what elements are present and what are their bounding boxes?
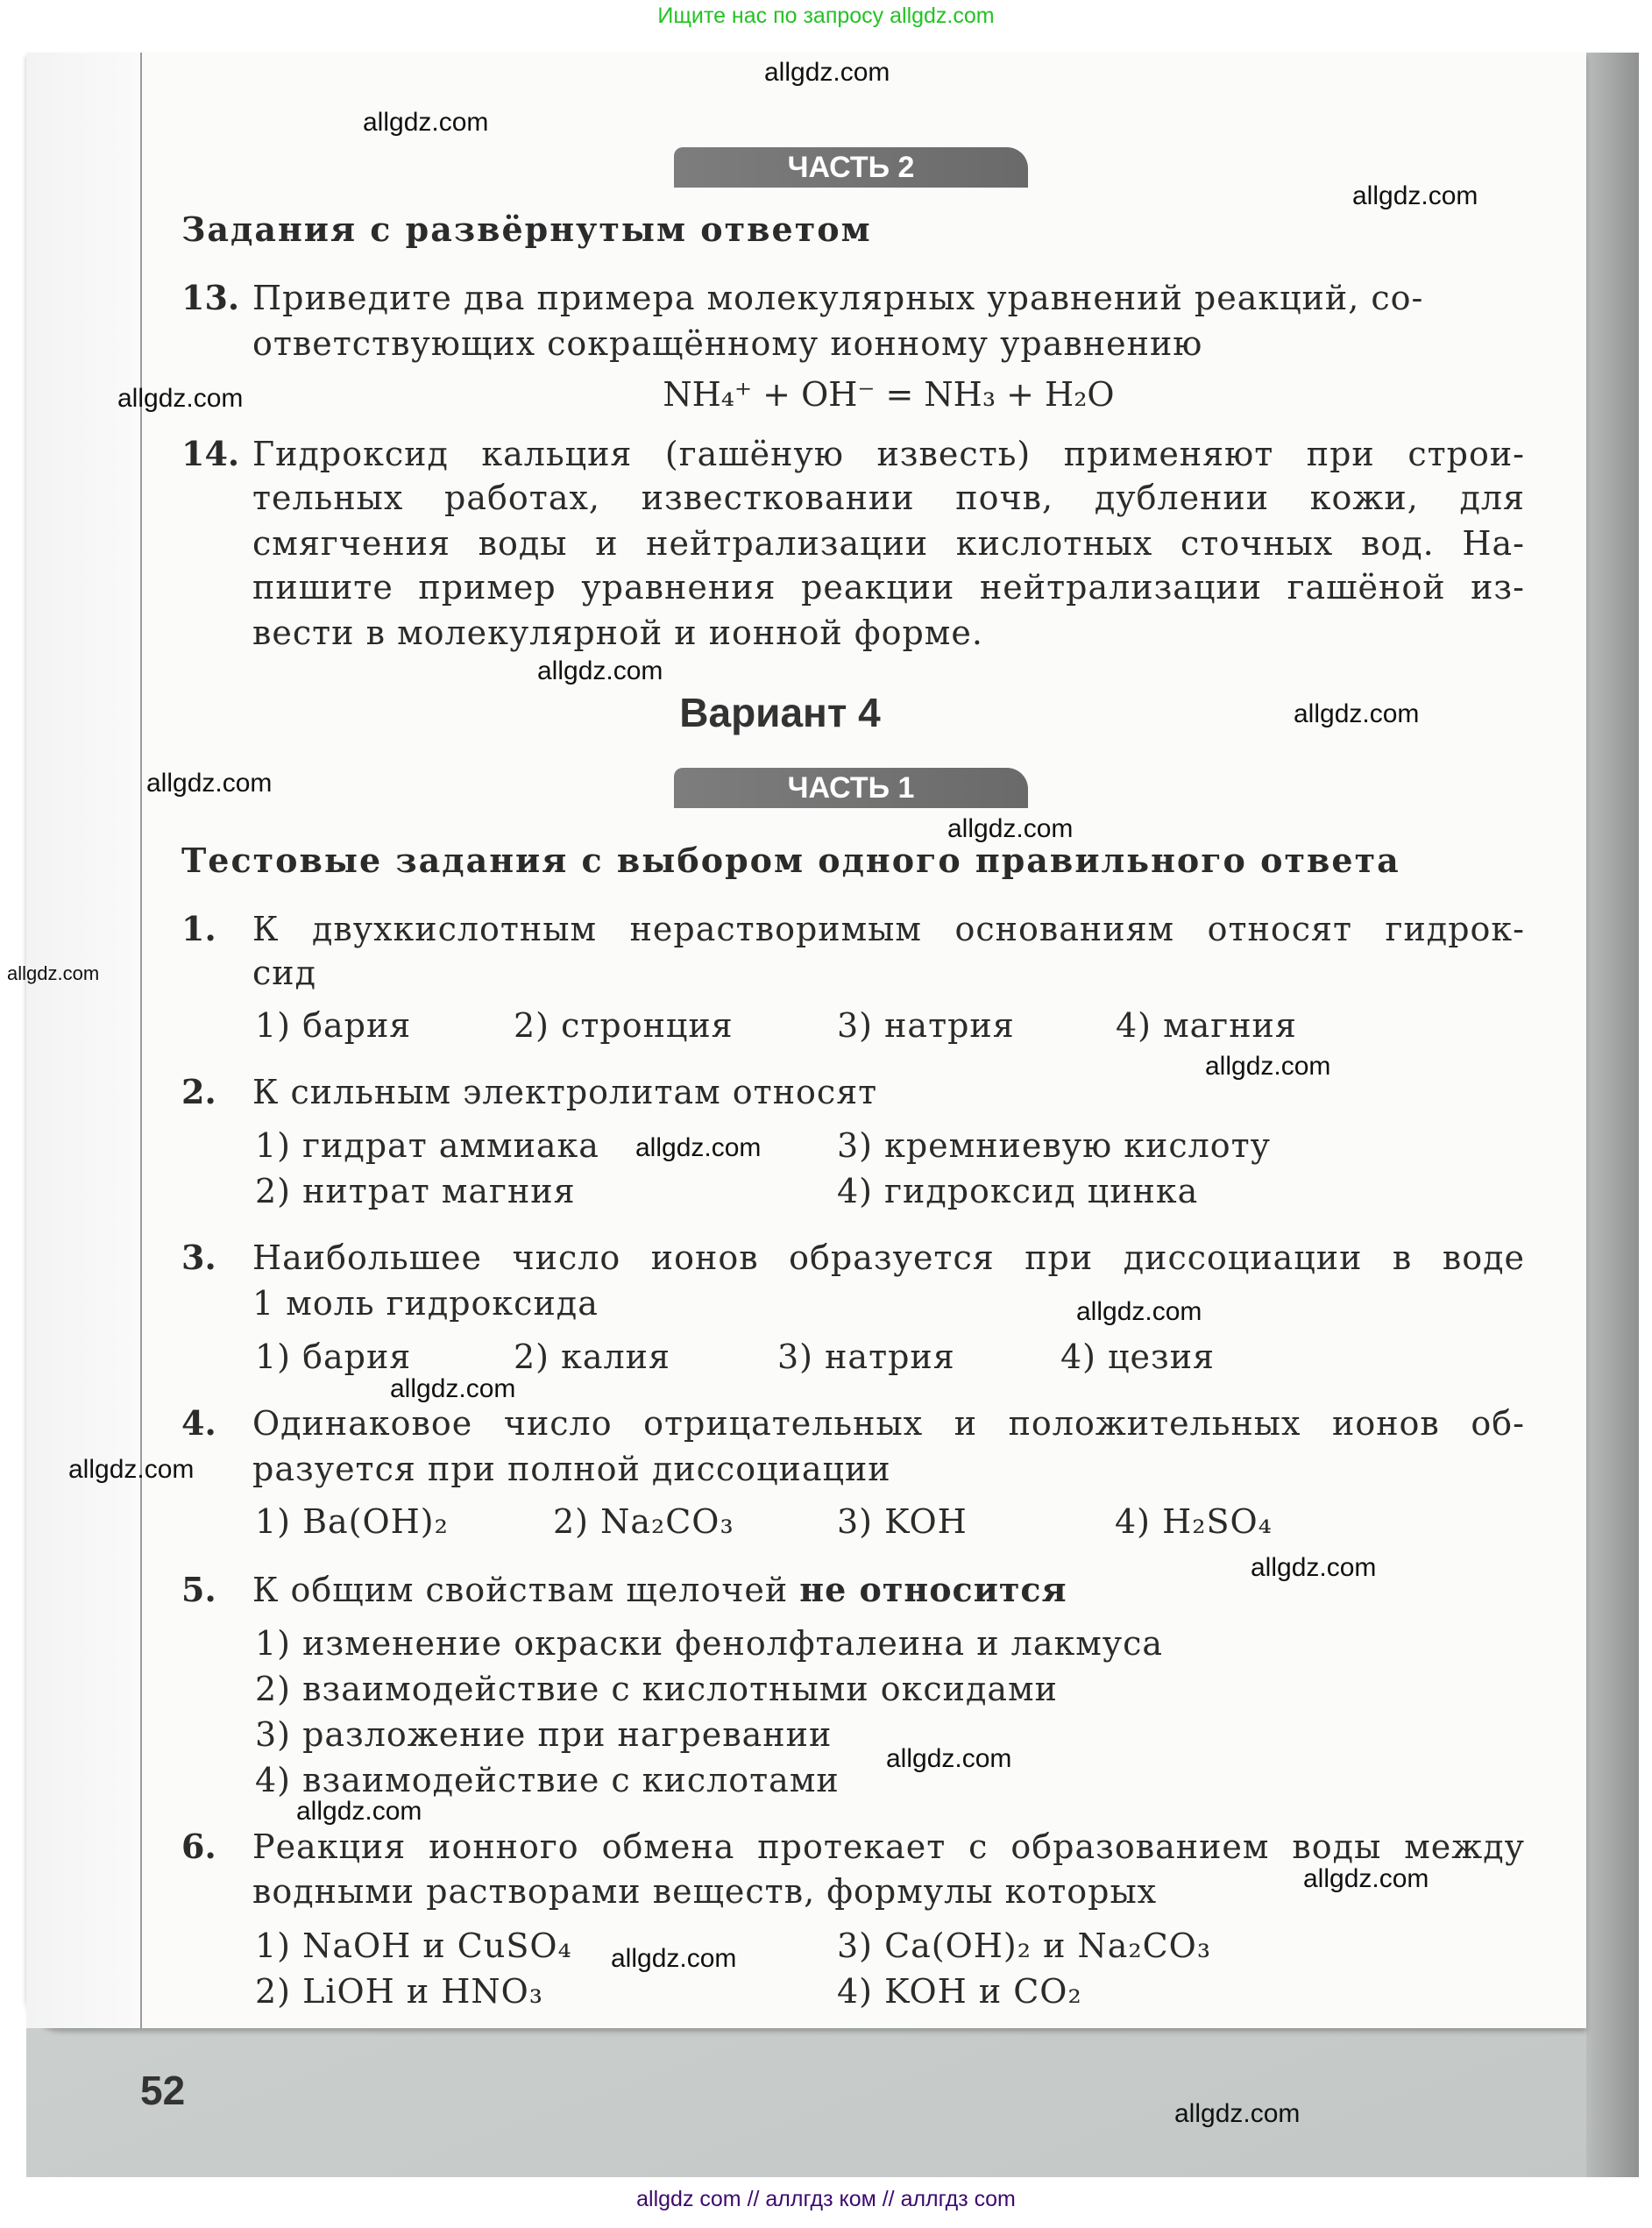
page-edge (1586, 53, 1639, 2177)
watermark: allgdz.com (390, 1374, 516, 1403)
q3-line-2: 1 моль гидроксида (252, 1284, 599, 1323)
q13-text: Приведите два примера молекулярных уравнений реакций, со- (252, 279, 1424, 317)
watermark: allgdz.com (764, 58, 890, 87)
q6-line-1: Реакция ионного обмена протекает с образованием воды между (252, 1827, 1525, 1866)
q1-option-3: 3) натрия (837, 1006, 1015, 1045)
q3-number: 3. (181, 1238, 216, 1277)
q4-line-2: разуется при полной диссоциации (252, 1450, 891, 1488)
q6-option-3: 3) Ca(OH)₂ и Na₂CO₃ (837, 1926, 1212, 1965)
site-footer-note: allgdz com // аллгдз ком // аллгдз com (636, 2187, 1016, 2211)
q4-option-1: 1) Ba(OH)₂ (255, 1502, 449, 1541)
q6-option-4: 4) KOH и CO₂ (837, 1972, 1082, 2011)
search-hint-banner: Ищите нас по запросу allgdz.com (657, 4, 995, 28)
q6-option-1: 1) NaOH и CuSO₄ (255, 1926, 572, 1965)
q4-number: 4. (181, 1403, 216, 1443)
q14-number: 14. (181, 434, 240, 473)
q5-emphasis: не относится (799, 1570, 1067, 1609)
q13-line-2: ответствующих сокращённому ионному уравнению (252, 324, 1203, 363)
binding-margin (26, 53, 142, 2028)
q4-option-2: 2) Na₂CO₃ (553, 1502, 734, 1541)
watermark: allgdz.com (1294, 699, 1420, 728)
part1-badge: ЧАСТЬ 1 (674, 768, 1028, 808)
q1-line-1: К двухкислотным нерастворимым основаниям относят гидрок- (252, 910, 1525, 948)
q5-option-1: 1) изменение окраски фенолфталеина и лакмуса (255, 1624, 1164, 1663)
watermark: allgdz.com (1174, 2099, 1301, 2128)
q3-line-1: Наибольшее число ионов образуется при диссоциации в воде (252, 1238, 1525, 1277)
q1-option-4: 4) магния (1116, 1006, 1297, 1045)
q14-line-3: смягчения воды и нейтрализации кислотных сточных вод. На- (252, 524, 1525, 563)
q1-line-2: сид (252, 954, 317, 992)
q14-line-4: пишите пример уравнения реакции нейтрализации гашёной из- (252, 568, 1525, 607)
q3-option-1: 1) бария (255, 1338, 412, 1376)
watermark: allgdz.com (947, 814, 1074, 843)
q5-number: 5. (181, 1570, 216, 1609)
q4-option-4: 4) H₂SO₄ (1115, 1502, 1273, 1541)
q5-option-3: 3) разложение при нагревании (255, 1715, 833, 1754)
variant-title: Вариант 4 (679, 690, 881, 735)
q13-number: 13. (181, 278, 240, 317)
q3-option-2: 2) калия (514, 1338, 670, 1376)
q2-option-3: 3) кремниевую кислоту (837, 1126, 1272, 1165)
part1-heading: Тестовые задания с выбором одного правильного ответа (181, 841, 1400, 880)
q2-line-1: К сильным электролитам относят (252, 1073, 878, 1111)
q3-option-3: 3) натрия (777, 1338, 955, 1376)
q1-option-2: 2) стронция (514, 1006, 734, 1045)
q4-option-3: 3) KOH (837, 1502, 968, 1541)
q2-option-4: 4) гидроксид цинка (837, 1172, 1199, 1210)
part2-heading: Задания с развёрнутым ответом (181, 209, 872, 249)
watermark: allgdz.com (146, 769, 273, 798)
q13-equation: NH₄⁺ + OH⁻ = NH₃ + H₂O (663, 375, 1115, 414)
q1-option-1: 1) бария (255, 1006, 412, 1045)
q13-line-1 (252, 276, 1525, 320)
q14-line-5: вести в молекулярной и ионной форме. (252, 614, 983, 652)
q6-option-2: 2) LiOH и HNO₃ (255, 1972, 544, 2011)
q6-line-2: водными растворами веществ, формулы которых (252, 1872, 1158, 1911)
q5-option-4: 4) взаимодействие с кислотами (255, 1761, 840, 1799)
q3-option-4: 4) цезия (1060, 1338, 1216, 1376)
watermark: allgdz.com (296, 1797, 422, 1826)
q2-option-1: 1) гидрат аммиака (255, 1126, 599, 1165)
watermark: allgdz.com (1352, 181, 1478, 210)
watermark: allgdz.com (1205, 1052, 1331, 1081)
part2-badge: ЧАСТЬ 2 (674, 147, 1028, 188)
q4-line-1: Одинаковое число отрицательных и положительных ионов об- (252, 1404, 1525, 1443)
watermark: allgdz.com (886, 1744, 1012, 1773)
watermark: allgdz.com (1251, 1553, 1377, 1582)
q6-number: 6. (181, 1827, 216, 1866)
q2-option-2: 2) нитрат магния (255, 1172, 576, 1210)
watermark: allgdz.com (1303, 1864, 1429, 1893)
watermark: allgdz.com (635, 1133, 762, 1162)
watermark: allgdz.com (1076, 1297, 1202, 1326)
q14-line-2: тельных работах, известковании почв, дублении кожи, для (252, 479, 1525, 517)
watermark: allgdz.com (537, 656, 663, 685)
watermark: allgdz.com (68, 1455, 195, 1484)
page-number: 52 (140, 2068, 186, 2113)
q5-option-2: 2) взаимодействие с кислотными оксидами (255, 1670, 1058, 1708)
q14-line-1: Гидроксид кальция (гашёную известь) применяют при строи- (252, 435, 1525, 473)
watermark: allgdz.com (117, 384, 244, 413)
q5-text: К общим свойствам щелочей (252, 1571, 789, 1609)
q2-number: 2. (181, 1072, 216, 1111)
q1-number: 1. (181, 909, 216, 948)
watermark: allgdz.com (363, 108, 489, 137)
watermark: allgdz.com (611, 1944, 737, 1973)
watermark: allgdz.com (7, 962, 100, 984)
